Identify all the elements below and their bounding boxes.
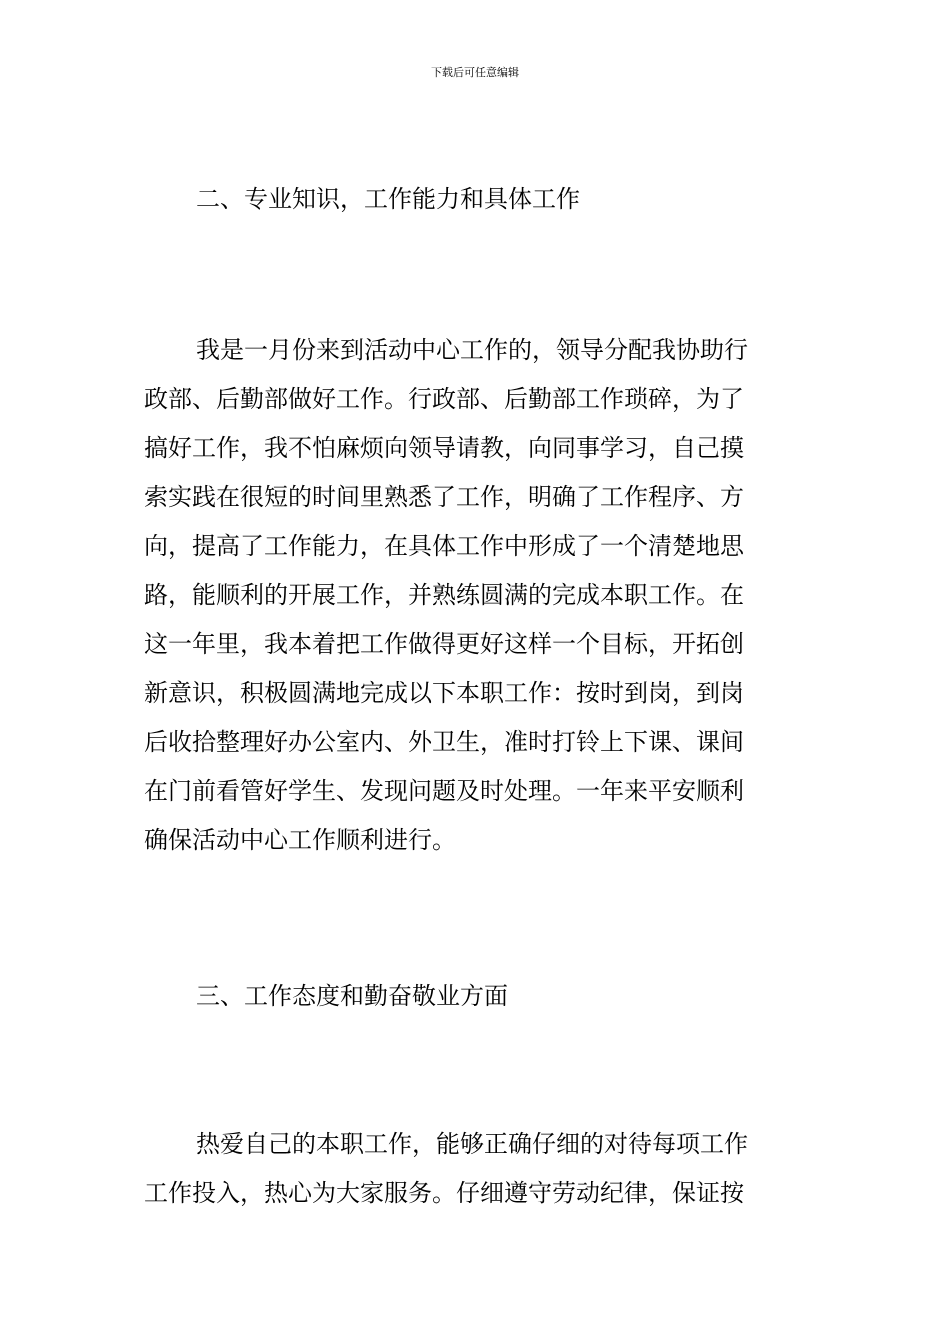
paragraph-line: 向，提高了工作能力，在具体工作中形成了一个清楚地思 bbox=[144, 532, 744, 560]
paragraph-line: 这一年里，我本着把工作做得更好这样一个目标，开拓创 bbox=[144, 630, 744, 658]
paragraph-line: 路，能顺利的开展工作，并熟练圆满的完成本职工作。在 bbox=[144, 581, 744, 609]
paragraph-line: 我是一月份来到活动中心工作的，领导分配我协助行 bbox=[196, 336, 748, 364]
section-2-paragraph bbox=[144, 326, 804, 865]
paragraph-line: 搞好工作，我不怕麻烦向领导请教，向同事学习，自己摸 bbox=[144, 434, 744, 462]
section-3-heading: 三、工作态度和勤奋敬业方面 bbox=[196, 982, 508, 1010]
section-3-paragraph bbox=[144, 1120, 804, 1218]
paragraph-line: 确保活动中心工作顺利进行。 bbox=[144, 826, 456, 854]
paragraph-line: 工作投入，热心为大家服务。仔细遵守劳动纪律，保证按 bbox=[144, 1179, 744, 1207]
section-2-heading: 二、专业知识，工作能力和具体工作 bbox=[196, 185, 580, 213]
paragraph-line: 在门前看管好学生、发现问题及时处理。一年来平安顺利 bbox=[144, 777, 744, 805]
paragraph-line: 新意识，积极圆满地完成以下本职工作：按时到岗，到岗 bbox=[144, 679, 744, 707]
header-note: 下载后可任意编辑 bbox=[431, 66, 519, 79]
paragraph-line: 索实践在很短的时间里熟悉了工作，明确了工作程序、方 bbox=[144, 483, 744, 511]
paragraph-line: 热爱自己的本职工作，能够正确仔细的对待每项工作 bbox=[196, 1130, 748, 1158]
paragraph-line: 政部、后勤部做好工作。行政部、后勤部工作琐碎，为了 bbox=[144, 385, 744, 413]
paragraph-line: 后收拾整理好办公室内、外卫生，准时打铃上下课、课间 bbox=[144, 728, 744, 756]
